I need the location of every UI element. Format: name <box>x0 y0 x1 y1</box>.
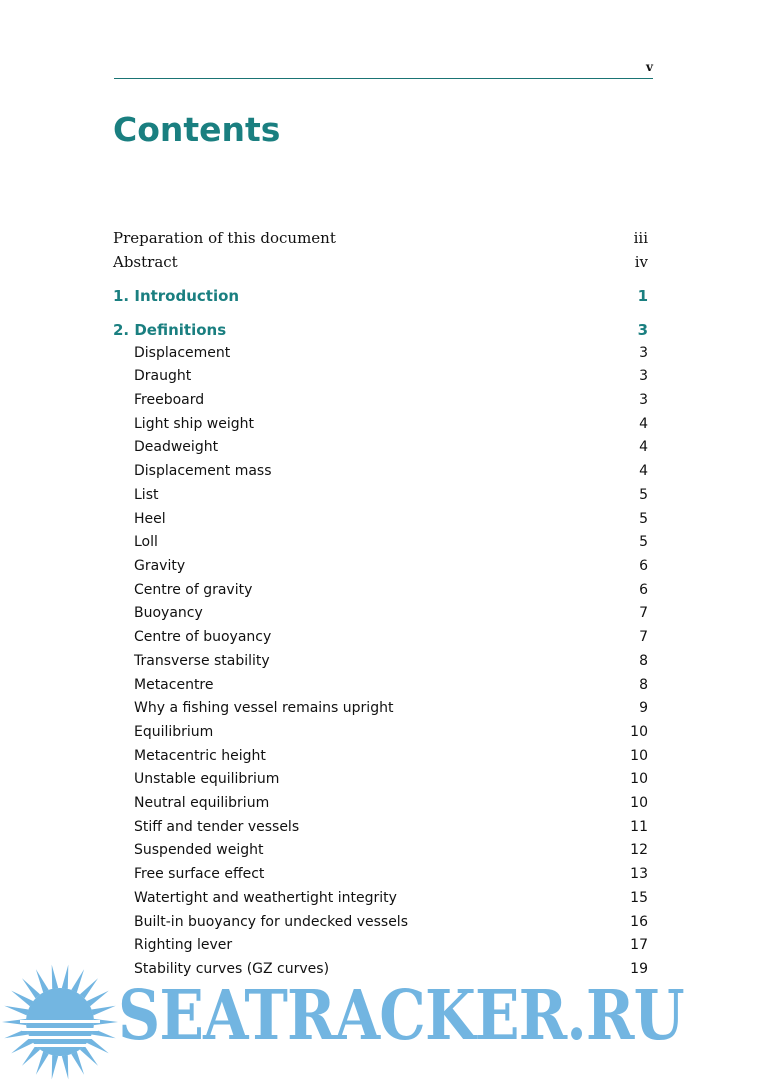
toc-entry[interactable] <box>0 842 761 866</box>
sun-ray <box>87 1038 109 1054</box>
toc-entry[interactable] <box>0 463 761 487</box>
toc-entry[interactable] <box>0 582 761 606</box>
toc-label: Displacement <box>134 345 231 361</box>
toc-page-number: 4 <box>639 439 648 455</box>
sun-ray <box>52 1055 59 1079</box>
toc-entry[interactable] <box>0 700 761 724</box>
toc-page-number: 4 <box>639 463 648 479</box>
sun-ray <box>4 1029 28 1039</box>
toc-label: Why a fishing vessel remains upright <box>134 700 394 716</box>
toc-page-number: 17 <box>630 937 648 953</box>
sun-ray <box>11 1038 33 1054</box>
toc-entry[interactable] <box>0 605 761 629</box>
toc-label: Deadweight <box>134 439 219 455</box>
toc-page-number: 3 <box>639 368 648 384</box>
toc-entry[interactable] <box>0 677 761 701</box>
toc-page-number: 6 <box>639 582 648 598</box>
toc-label: Stability curves (GZ curves) <box>134 961 330 977</box>
toc-page-number: 3 <box>639 392 648 408</box>
toc-page-number: 3 <box>639 345 648 361</box>
sun-ray <box>94 1019 118 1025</box>
toc-label: Heel <box>134 511 166 527</box>
toc-page-number: 12 <box>630 842 648 858</box>
sun-ray <box>36 1052 49 1075</box>
toc-label: Preparation of this document <box>113 229 336 247</box>
sun-ray <box>62 1055 69 1079</box>
page-number: v <box>646 60 653 74</box>
toc-label: Transverse stability <box>134 653 270 669</box>
toc-page-number: 15 <box>630 890 648 906</box>
toc-page-number: 13 <box>630 866 648 882</box>
toc-page-number: 8 <box>639 653 648 669</box>
header-rule <box>114 78 653 79</box>
toc-label: 2. Definitions <box>113 321 227 339</box>
toc-front-item[interactable] <box>0 253 761 277</box>
toc-label: Buoyancy <box>134 605 203 621</box>
toc-entry[interactable] <box>0 439 761 463</box>
toc-page-number: iv <box>634 253 648 271</box>
toc-label: Abstract <box>113 253 178 271</box>
toc-label: Watertight and weathertight integrity <box>134 890 397 906</box>
toc-label: Metacentre <box>134 677 214 693</box>
toc-entry[interactable] <box>0 866 761 890</box>
toc-front-item[interactable] <box>0 229 761 253</box>
toc-page-number: 16 <box>630 914 648 930</box>
sun-ray <box>92 1029 116 1039</box>
toc-page-number: iii <box>633 229 648 247</box>
toc-page-number: 5 <box>639 534 648 550</box>
toc-label: Displacement mass <box>134 463 272 479</box>
toc-label: Gravity <box>134 558 186 574</box>
toc-entry[interactable] <box>0 416 761 440</box>
toc-page-number: 7 <box>639 605 648 621</box>
toc-label: List <box>134 487 159 503</box>
toc-page-number: 5 <box>639 487 648 503</box>
toc-label: Draught <box>134 368 192 384</box>
toc-label: Freeboard <box>134 392 205 408</box>
toc-label: Equilibrium <box>134 724 214 740</box>
toc-page-number: 10 <box>630 771 648 787</box>
toc-entry[interactable] <box>0 511 761 535</box>
sun-ray <box>87 991 109 1007</box>
toc-entry[interactable] <box>0 914 761 938</box>
toc-entry[interactable] <box>0 795 761 819</box>
toc-page-number: 19 <box>630 961 648 977</box>
toc-page-number: 10 <box>630 748 648 764</box>
toc-page-number: 9 <box>639 700 648 716</box>
toc-entry[interactable] <box>0 534 761 558</box>
sun-ray <box>11 991 33 1007</box>
toc-page-number: 11 <box>630 819 648 835</box>
toc-label: Centre of buoyancy <box>134 629 272 645</box>
toc-entry[interactable] <box>0 629 761 653</box>
toc-page-number: 8 <box>639 677 648 693</box>
toc-label: Loll <box>134 534 158 550</box>
sun-ray <box>22 1046 40 1066</box>
sun-ray <box>2 1019 26 1025</box>
toc-page-number: 10 <box>630 795 648 811</box>
toc-label: Suspended weight <box>134 842 264 858</box>
toc-page-number: 1 <box>637 287 648 305</box>
toc-page-number: 4 <box>639 416 648 432</box>
toc-label: Centre of gravity <box>134 582 253 598</box>
toc-page-number: 3 <box>637 321 648 339</box>
toc-label: Righting lever <box>134 937 233 953</box>
toc-label: Built-in buoyancy for undecked vessels <box>134 914 408 930</box>
toc-entry[interactable] <box>0 771 761 795</box>
toc-label: Light ship weight <box>134 416 254 432</box>
toc-label: Metacentric height <box>134 748 266 764</box>
toc-page-number: 6 <box>639 558 648 574</box>
toc-entry[interactable] <box>0 890 761 914</box>
toc-entry[interactable] <box>0 819 761 843</box>
toc-page-number: 7 <box>639 629 648 645</box>
page-title: Contents <box>113 110 281 149</box>
toc-label: Unstable equilibrium <box>134 771 280 787</box>
toc-label: Neutral equilibrium <box>134 795 270 811</box>
toc-page-number: 5 <box>639 511 648 527</box>
toc-entry[interactable] <box>0 368 761 392</box>
toc-label: Free surface effect <box>134 866 265 882</box>
toc-entry[interactable] <box>0 937 761 961</box>
toc-label: Stiff and tender vessels <box>134 819 300 835</box>
toc-label: 1. Introduction <box>113 287 240 305</box>
toc-entry[interactable] <box>0 653 761 677</box>
sun-ray <box>92 1006 116 1016</box>
toc-entry[interactable] <box>0 392 761 416</box>
toc-entry[interactable] <box>0 345 761 369</box>
toc-chapter[interactable] <box>0 321 761 345</box>
toc-entry[interactable] <box>0 724 761 748</box>
toc-chapter[interactable] <box>0 287 761 311</box>
toc-page-number: 10 <box>630 724 648 740</box>
toc-entry[interactable] <box>0 487 761 511</box>
sun-ray <box>71 1052 84 1075</box>
sun-ray <box>4 1006 28 1016</box>
sun-ray <box>80 1046 98 1066</box>
toc-entry[interactable] <box>0 748 761 772</box>
toc-entry[interactable] <box>0 558 761 582</box>
watermark-text: SEATRACKER.RU <box>118 976 684 1056</box>
